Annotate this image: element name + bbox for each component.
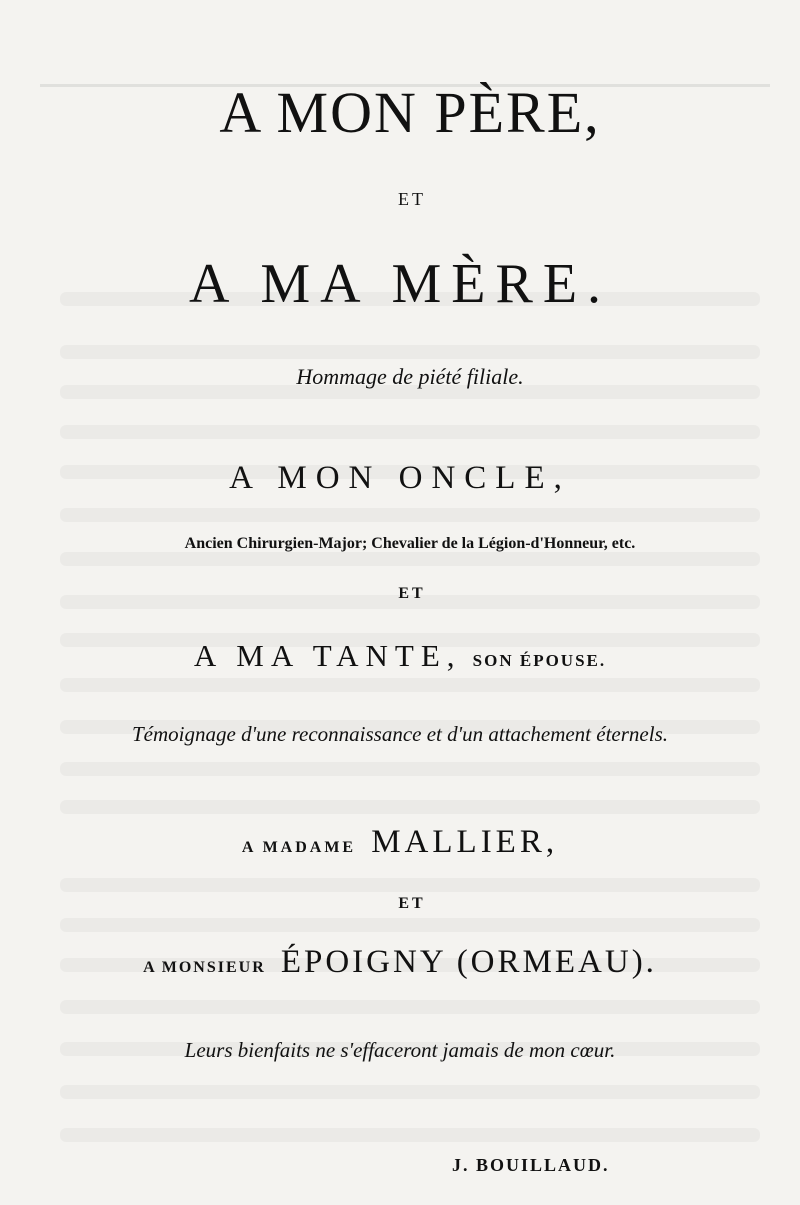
- filial-homage: Hommage de piété filiale.: [296, 364, 524, 389]
- madame-name: MALLIER,: [371, 824, 559, 860]
- connector-et-3: ET: [398, 895, 426, 912]
- dedication-uncle: A MON ONCLE,: [229, 460, 571, 496]
- aunt-epithet: SON ÉPOUSE.: [472, 651, 607, 670]
- monsieur-prefix: A MONSIEUR: [143, 959, 266, 976]
- gratitude-line: Témoignage d'une reconnaissance et d'un attachement éternels.: [132, 722, 668, 746]
- dedication-mother: A MA MÈRE.: [188, 253, 612, 315]
- dedication-madame: [0, 826, 800, 859]
- dedication-aunt: [0, 640, 800, 671]
- monsieur-name: ÉPOIGNY (ORMEAU).: [280, 944, 657, 980]
- connector-et-2: ET: [398, 585, 426, 602]
- connector-et-1: ET: [398, 189, 426, 209]
- benefactors-line: Leurs bienfaits ne s'effaceront jamais de mon cœur.: [184, 1038, 616, 1062]
- dedication-monsieur: [0, 946, 800, 979]
- aunt-name: A MA TANTE,: [193, 638, 462, 673]
- dedication-father: A MON PÈRE,: [219, 80, 601, 145]
- madame-prefix: A MADAME: [241, 839, 357, 856]
- uncle-title: Ancien Chirurgien-Major; Chevalier de la Légion-d'Honneur, etc.: [184, 535, 636, 552]
- signature: J. BOUILLAUD.: [452, 1155, 610, 1175]
